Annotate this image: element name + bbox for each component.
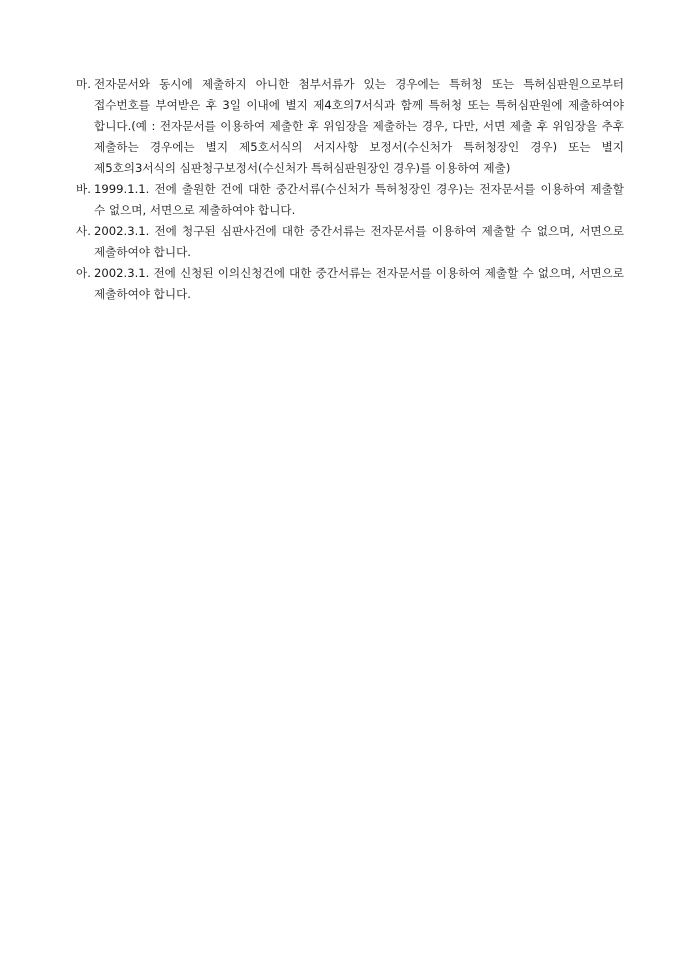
list-item bbox=[76, 221, 624, 263]
list-item bbox=[76, 179, 624, 221]
list-item bbox=[76, 263, 624, 305]
item-marker: 바. bbox=[76, 182, 91, 196]
item-marker: 사. bbox=[76, 224, 91, 238]
item-text: 2002.3.1. 전에 신청된 이의신청건에 대한 중간서류는 전자문서를 이용하여 제출할 수 없으며, 서면으로 제출하여야 합니다. bbox=[94, 266, 624, 301]
item-marker: 마. bbox=[76, 77, 91, 91]
list-item bbox=[76, 74, 624, 179]
item-text: 2002.3.1. 전에 청구된 심판사건에 대한 중간서류는 전자문서를 이용하여 제출할 수 없으며, 서면으로 제출하여야 합니다. bbox=[94, 224, 624, 259]
item-text: 1999.1.1. 전에 출원한 건에 대한 중간서류(수신처가 특허청장인 경우)는 전자문서를 이용하여 제출할 수 없으며, 서면으로 제출하여야 합니다. bbox=[94, 182, 624, 217]
item-marker: 아. bbox=[76, 266, 91, 280]
document-body bbox=[76, 74, 624, 305]
item-text: 전자문서와 동시에 제출하지 아니한 첨부서류가 있는 경우에는 특허청 또는 특허심판원으로부터 접수번호를 부여받은 후 3일 이내에 별지 제4호의7서식과 함께 특허청 또는 특허심판원에 제출하여야 합니다.(예 : 전자문서를 이용하여 제출한 후 위임장을 제출하는 경우, 다만, 서면 제출 후 위임장을 추후 제출하는 경우에는 별지 제5호서식의 서지사항 보정서(수신처가 특허청장인 경우) 또는 별지 제5호의3서식의 심판청구보정서(수신처가 특허심판원장인 경우)를 이용하여 제출) bbox=[94, 77, 624, 175]
